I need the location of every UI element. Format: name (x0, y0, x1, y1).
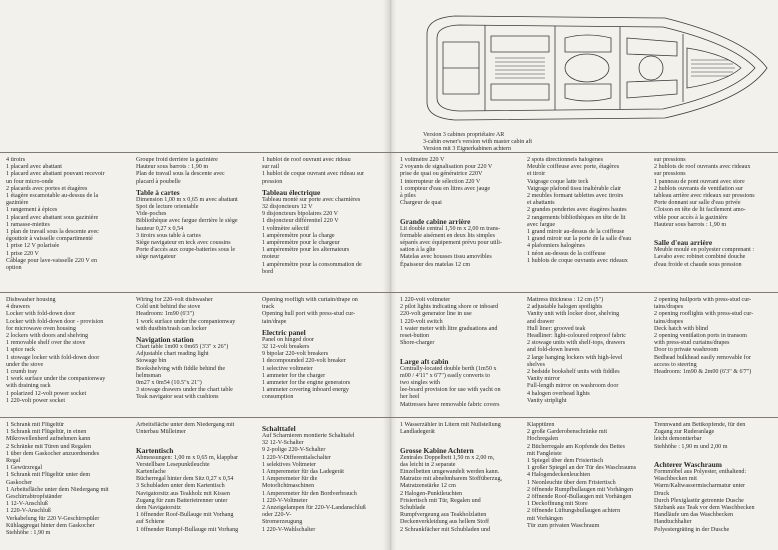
spec-line: Headliner: light-coloured rotproof fabric (527, 333, 626, 340)
spec-line: Lit double central 1,50 m x 2,00 m trans- (400, 225, 501, 232)
spec-line: Épaisseur des matelas 12 cm (400, 261, 471, 268)
spec-line: gazinière (6, 200, 29, 207)
spec-line: option (6, 265, 22, 272)
spec-line: 1 Neonleuchte über dem Frisiertisch (527, 479, 616, 486)
spec-line: Matelas avec housses tissu amovibles (400, 254, 492, 261)
caption-line-de: Version mit 3 Eignerkabinen achtern (423, 146, 511, 153)
spec-line: hauteur 0,27 x 0,54 (136, 225, 184, 232)
spec-line: 32 12-V-Schalter (262, 440, 304, 447)
spec-line: 1 Schrank mit Flügeltür unter dem (6, 472, 91, 479)
spec-line: 1 removable shelf over the stove (6, 340, 86, 347)
spec-line: Auf Scharnieren montierte Schalttafel (262, 433, 355, 439)
spec-line: Waschbecken mit (654, 476, 697, 483)
spec-line: Opening hull port with press-stud cur- (262, 311, 356, 318)
spec-line (654, 229, 778, 236)
spec-line: 2 opening rooflights with press-stud cur- (654, 311, 754, 318)
spec-column-en-6 (654, 297, 778, 376)
spec-line: 1 work surface under the companionway (136, 318, 236, 325)
spec-line: track (262, 304, 275, 311)
spec-line: Verstellbare Lesepunktleuchte (136, 461, 210, 468)
spec-line: Plan de travail sous la descente avec (136, 171, 225, 178)
center-fold (383, 0, 397, 550)
spec-line: pression (262, 178, 283, 185)
spec-column-de-6 (654, 422, 778, 534)
spec-line: Bookshelving with fiddle behind the (136, 365, 226, 372)
spec-line: sur pressions (654, 171, 686, 178)
spec-line: Deckenverkleidung aus hellem Stoff (400, 519, 490, 526)
spec-line: Unterbau Mülleimer (136, 429, 186, 436)
spec-line: auf Schiene (136, 519, 165, 526)
spec-line: Vaigrage coque latte teck (527, 178, 589, 185)
spec-line: leicht demontierbar (654, 436, 702, 443)
spec-line: 1 220-V-Wahlschalter (262, 526, 316, 533)
spec-line: Motorlichtmaschinen (262, 483, 315, 490)
spec-line: Schublade (400, 505, 426, 512)
spec-line: Regal (6, 458, 21, 465)
spec-line: 1 stowage locker with fold-down door (6, 354, 100, 361)
spec-line: 1 öffnender Roof-Bullauge mit Vorhang (136, 512, 234, 519)
section-heading: Grosse Kabine Achtern (400, 445, 474, 455)
spec-line: 2 meubles formant tablettes avec tiroirs (527, 193, 624, 200)
spec-line: Zentrales Doppelbett 1,50 m x 2,00 m, (400, 454, 495, 461)
caption-line-fr: Version 3 cabines propriétaire AR (423, 132, 505, 138)
spec-line: placard à poubelle (136, 178, 181, 185)
spec-line: Headroom: 1m90 & 2m00 (6'3" & 6'7") (654, 369, 752, 376)
spec-line: lee-board provision for use with yacht on (400, 387, 501, 394)
spec-line: 1 voltmètre 220 V (400, 157, 445, 163)
spec-line: 4 tiroirs (6, 157, 26, 163)
spec-line: Abmessungen: 1,00 m x 0,65 m, klappbar (136, 454, 239, 461)
spec-line: Siège navigateur en teck avec coussins (136, 240, 231, 247)
spec-line: 1 Amperemeter für den Bordverbrauch (262, 490, 357, 497)
spec-line: Adjustable chart reading light (136, 351, 209, 358)
spec-line: 1 ampèremètre pour la consommation de (262, 261, 362, 268)
spec-line: mit Vorhängen (527, 515, 563, 522)
spec-line: 3 tiroirs sous table à cartes (136, 232, 201, 239)
spec-line: 1 hublots de coque ouvrants avec rideaux (527, 257, 628, 264)
spec-line: siège navigateur (136, 254, 176, 261)
spec-line: mit Fangleiste (527, 450, 562, 457)
spec-line: shelves (527, 361, 545, 368)
spec-line: m00 / 4'11" x 6'7") easily converts to (400, 372, 491, 379)
spec-line: das leicht in 2 separate (400, 461, 456, 468)
spec-line: Hauteur sous barrots : 1,90 m (654, 221, 727, 228)
spec-line: 2 spots directionnels halogènes (527, 157, 603, 163)
spec-column-fr-6 (654, 157, 778, 269)
spec-line: 1 polarized 12-volt power socket (6, 390, 87, 397)
spec-line: 1 12-V-Anschluß (6, 501, 48, 508)
spec-line: 1 interrupteur de sélection 220 V (400, 178, 481, 185)
spec-line: 2 Bücherregale am Kopfende des Bettes (527, 443, 625, 450)
spec-line: 1 prise 12 V polarisée (6, 243, 60, 250)
spec-line: 2 hublots ouvrants de ventilation sur (654, 185, 743, 192)
spec-line: 2 placards avec portes et étagères (6, 185, 88, 192)
spec-line: Lavabo avec robinet combiné douche (654, 254, 746, 261)
spec-line: under the stove (6, 361, 44, 368)
spec-line: Door to private washroom (654, 347, 719, 354)
spec-line: moteur (262, 254, 280, 261)
spec-line: 1 spice rack (6, 347, 36, 354)
section-heading: Table à cartes (136, 187, 180, 197)
spec-line: Porte d'accès aux coupe-batteries sous le (136, 247, 236, 254)
spec-line: 1 compteur d'eau en litres avec jauge (400, 185, 491, 192)
spec-line: 1 Arbeitsfläche unter dem Niedergang mit (6, 486, 109, 493)
spec-line: Geschirrabtropfständer (6, 494, 63, 501)
spec-line: Vide-poches (136, 211, 167, 218)
section-heading: Large aft cabin (400, 356, 449, 366)
spec-column-de-1 (6, 422, 128, 537)
spec-column-en-2 (136, 297, 258, 402)
spec-line: 1 hublot de coque ouvrant avec rideau sur (262, 171, 365, 178)
spec-line: Chart table 1m00 x 0m65 (3'3" x 26") (136, 344, 229, 351)
spec-line: Navigatorsitz aus Teakholz mit Kissen (136, 490, 230, 497)
spec-line: 2 Anzeigelampen für 220-V-Landanschluß (262, 505, 366, 512)
spec-line (654, 451, 778, 458)
spec-line: Stromerzeugung (262, 519, 303, 526)
spec-line: Kartenfache (136, 469, 166, 476)
spec-line: et abattants (527, 200, 555, 207)
spec-line: Vanity mirror (527, 376, 561, 383)
divider-middle (0, 292, 778, 293)
spec-line: 1 220-volt voltmeter (400, 297, 451, 303)
spec-line: Sitzbank aus Teak vor dem Waschbecken (654, 505, 755, 512)
spec-line: Zugang für zum Batterietrenner unter (136, 497, 228, 504)
spec-line (400, 436, 522, 443)
spec-line: 1 néon au-dessus de la coiffeuse (527, 250, 606, 257)
spec-line: Durch Plexiglastür getrennte Dusche (654, 497, 744, 504)
spec-line: Meuble coiffeuse avec porte, étagères (527, 164, 620, 171)
spec-line: tains/drapes (654, 304, 684, 311)
spec-line: 1 Spiegel über dem Frisiertisch (527, 458, 604, 465)
spec-line: Frisiertisch mit Tür, Regalen und (400, 497, 481, 504)
spec-line: 1 placard avec abattant pouvant recevoir (6, 171, 105, 178)
spec-line: Matratze mit abnehmbarem Stoffüberzug, (400, 476, 503, 483)
spec-line: 1 decompounded 220-volt breaker (262, 358, 346, 365)
spec-line: Hochregalen (527, 436, 559, 443)
spec-line: Gaskocher (6, 479, 33, 486)
spec-line: à piles (400, 193, 416, 200)
caption-line-en: 3-cabin owner's version with master cabin aft (423, 139, 533, 146)
spec-line: 2 pilot lights indicating shore or inboard (400, 304, 499, 311)
spec-line: 2 Halogen-Punktleuchten (400, 490, 463, 497)
spec-line: tain/drape (262, 318, 287, 325)
spec-line: Handtuchhalter (654, 519, 692, 526)
spec-line: Cloison en tête de lit facilement amo- (654, 207, 746, 214)
spec-line: Teak navigator seat with cushions (136, 394, 219, 401)
spec-line: 2 Schränke mit Türen und Regalen (6, 443, 92, 450)
spec-line: 2 öffnende Rumpfbullaugen mit Vorhängen (527, 486, 633, 493)
spec-line: Dishwasher housing (6, 297, 56, 303)
spec-line: Opening roofligh with curtain/drape on (262, 297, 358, 303)
spec-line: 1 220-V-Voltmeter (262, 497, 308, 504)
deck-plan-drawing (415, 8, 770, 126)
spec-line: et tiroir (527, 171, 546, 178)
spec-line: 1 grand miroir au-dessus de la coiffeuse (527, 229, 625, 236)
spec-line: 9 2-polige 220-V-Schalter (262, 447, 326, 454)
divider-top (0, 152, 778, 153)
spec-line: with dustbin/trash can locker (136, 325, 207, 332)
spec-line: Formmöbel aus Polyester, enthaltend: (654, 469, 747, 476)
spec-line: Bücherregal hinter dem Sitz 0,27 x 0,54 (136, 476, 234, 483)
spec-line: Shore-charger (400, 340, 435, 347)
spec-line: 1 über dem Gaskocher anzuordnendes (6, 450, 100, 457)
section-heading: Tableau électrique (262, 187, 321, 197)
spec-line: her heel (400, 394, 420, 401)
spec-column-fr-1 (6, 157, 128, 272)
spec-line: 2 Schrankfächer mit Schubladen und (400, 526, 491, 533)
spec-line: tains/drapes (654, 318, 684, 325)
spec-line: Mattresses have removable fabric covers (400, 401, 500, 408)
spec-line: Vaigrage plafond tissu inaltérable clair (527, 185, 622, 192)
spec-line: 1 Deckoffnung mit Store (527, 501, 588, 508)
spec-line: 1 großer Spiegel an der Tür des Waschraums (527, 465, 637, 472)
spec-line: 9 disjoncteurs bipolaires 220 V (262, 211, 339, 218)
spec-line: Matratzenstärke 12 cm (400, 483, 456, 490)
section-heading: Electric panel (262, 327, 306, 337)
spec-line: Câblage pour lave-vaisselle 220 V en (6, 257, 97, 264)
spec-line: helmsman (136, 372, 162, 379)
spec-line: oder 220-V- (262, 512, 292, 519)
spec-line: 1 220-volt power socket (6, 397, 66, 404)
spec-line: sur rail (262, 164, 280, 171)
spec-line: 1 Gewürzregal (6, 465, 43, 472)
spec-line: Centrally-located double berth (1m50 x (400, 365, 497, 372)
spec-line: 3 stowage drawers under the chart table (136, 387, 233, 394)
section-heading: Salle d'eau arrière (654, 238, 713, 248)
spec-column-en-3 (262, 297, 384, 402)
spec-line: 1 Amperemeter für die (262, 476, 318, 483)
spec-line: Vanity striplight (527, 397, 567, 404)
spec-line: with draining rack (6, 383, 51, 390)
spec-line: égouttoir à vaisselle compartimenté (6, 236, 93, 243)
spec-line: Mikrowellenherd aufnehmen kann (6, 436, 91, 443)
spec-line: 32 12-volt breakers (262, 344, 310, 351)
spec-line: 2 adjustable halogen spotlights (527, 304, 603, 311)
spec-line: Headroom: 1m90 (6'3") (136, 311, 195, 318)
spec-line: 1 rangement à épices (6, 207, 58, 214)
spec-line: and fold-down leaves (527, 347, 580, 354)
spec-line: 2 öffnende Lüftungsbullaugen achtern (527, 508, 621, 515)
spec-line: sur pressions (654, 157, 686, 163)
spec-line: and drawer (527, 318, 555, 325)
spec-line: Locker with fold-down door (6, 311, 76, 318)
spec-line: 2 lockers with doors and shelving (6, 333, 89, 340)
spec-column-en-5 (527, 297, 649, 405)
spec-line: with press-stud curtains/drapes (654, 340, 730, 347)
spec-line: 1 ramasse-miettes (6, 221, 50, 228)
spec-line: Einzelbetten umgewandelt werden kann. (400, 469, 500, 476)
spec-line: Rumpfvergeung aus Teakholzlatten (400, 512, 487, 519)
spec-line: Dimension 1,00 m x 0,65 m avec abattant (136, 196, 238, 203)
spec-line: 1 étagère escamotable au-dessus de la (6, 193, 99, 200)
spec-line: Meuble moulé en polyester comprenant : (654, 247, 755, 254)
spec-line: 2 voyants de signalisation pour 220 V (400, 164, 493, 171)
spec-line: 2 große Garderobenschränke mit (527, 429, 608, 436)
spec-line: 1 Amperemeter für das Ladegerät (262, 469, 344, 476)
spec-line: 32 disjoncteurs 12 V (262, 204, 313, 211)
spec-column-fr-2 (136, 157, 258, 262)
spec-line: 4 Halogendeckenleuchten (527, 472, 591, 479)
spec-line (136, 436, 258, 443)
spec-line: d'eau froide et chaude sous pression (654, 261, 742, 268)
spec-line: Hauteur sous barrots : 1,90 m (136, 164, 209, 171)
section-heading: Grande cabine arrière (400, 216, 471, 226)
spec-line: 0m27 x 0m54 (10.5"x 21") (136, 380, 202, 387)
spec-line: 9 bipolar 220-volt breakers (262, 351, 329, 358)
spec-line: 2 stowage units with shelf-tops, drawers (527, 340, 626, 347)
spec-line: 1 crumb tray (6, 369, 38, 376)
spec-line: Vanity unit with locker door, shelving (527, 311, 620, 318)
spec-line: 1 plan de travail sous la descente avec (6, 229, 99, 236)
spec-line: Trennwand am Bettkopfende, für den (654, 422, 746, 428)
spec-line (400, 207, 522, 214)
spec-line: Locker with fold-down door - provision (6, 318, 104, 325)
spec-column-fr-4 (400, 157, 522, 269)
spec-column-en-1 (6, 297, 128, 405)
spec-column-fr-5 (527, 157, 649, 265)
spec-line: Warm/Kaltwassermischarmatur unter (654, 483, 746, 490)
spec-line: tableau arrière avec rideaux sur pressions (654, 193, 755, 200)
spec-line: Tableau monté sur porte avec charnières (262, 196, 361, 203)
spec-column-de-2 (136, 422, 258, 534)
spec-line: formable aisément en deux lits simples (400, 232, 495, 239)
spec-line: 1 selective voltmeter (262, 365, 313, 372)
spec-line: 1 Schrank mit Flügeltür, in einen (6, 429, 87, 436)
spec-line: 220-volt generator line in use (400, 311, 472, 318)
spec-line: 4 plafonniers halogènes (527, 243, 585, 250)
spec-line: reset-button (400, 333, 430, 340)
spec-line: Full-length mirror on washroom door (527, 383, 619, 390)
spec-line: 1 Schrank mit Flügeltür (6, 422, 65, 428)
spec-line: sation à la gîte (400, 247, 436, 254)
spec-line: 1 water meter with litre graduations and (400, 325, 498, 332)
spec-line: Mattress thickness : 12 cm (5") (527, 297, 604, 303)
spec-line: 2 bedside bookshelf units with fiddles (527, 369, 620, 376)
spec-line: Kühlaggregat hinter dem Gaskocher (6, 522, 95, 529)
spec-line: 2 öffnende Roof-Bullaugen mit Vorhängen (527, 494, 632, 501)
spec-line: Stowage bin (136, 358, 167, 365)
spec-line: for microwave oven housing (6, 325, 76, 332)
spec-line: Hull liner: grooved teak (527, 325, 586, 332)
spec-line: access to steering (654, 361, 697, 368)
spec-line: 1 selektives Voltmeter (262, 461, 316, 468)
spec-line: 2 hublots de roof ouvrants avec rideaux (654, 164, 751, 171)
spec-line: 1 ampèremètre pour la charge (262, 232, 335, 239)
spec-line: Stehhöhe : 1,90 m und 2,00 m (654, 443, 728, 450)
spec-line: 2 rangements bibliothèques en tête de lit (527, 214, 626, 221)
spec-line: Groupe froid derrière la gazinière (136, 157, 218, 163)
spec-line: 1 ammeter covering inboard energy (262, 387, 349, 394)
spec-line: Verkabelung für 220 V-Geschirrspüler (6, 515, 100, 522)
spec-line: Wiring for 220-volt dishwasher (136, 297, 213, 303)
spec-line: dem Navigatorsitz (136, 505, 181, 512)
spec-line: 2 large hanging lockers with high-level (527, 354, 623, 361)
section-heading: Schalttafel (262, 424, 296, 433)
spec-line: Porte donnant sur salle d'eau privée (654, 200, 741, 207)
spec-line: 1 220-V-Anschluß (6, 508, 51, 515)
spec-line: Polyestergräting in der Dusche (654, 526, 730, 533)
spec-line: Stehhöhe : 1,90 m (6, 530, 51, 537)
spec-line: 2 opening ventilation ports in transom (654, 333, 747, 340)
spec-line (400, 347, 522, 354)
spec-line: 1 voltmètre sélectif (262, 225, 310, 232)
spec-line: 1 placard avec abattant sous gazinière (6, 214, 99, 221)
spec-line: 1 work surface under the companionway (6, 376, 106, 383)
spec-line: vible pour accès à la gazinière (654, 214, 728, 221)
spec-line: Klapptüren (527, 422, 555, 428)
spec-line: Bedhead bulkhead easily removable for (654, 354, 751, 361)
spec-line: 1 220-volt switch (400, 318, 443, 325)
spec-line: Cold unit behind the stove (136, 304, 201, 311)
spec-line: 2 grandes penderies avec étagères hautes (527, 207, 627, 214)
spec-line: séparés avec équipement prévu pour utili- (400, 240, 503, 247)
spec-line: 1 panneau de pont ouvrant avec store (654, 178, 745, 185)
spec-column-de-4 (400, 422, 522, 534)
spec-line: Panel on hinged door (262, 336, 314, 343)
spec-column-de-5 (527, 422, 649, 530)
spec-line: two singles with (400, 380, 440, 387)
spec-column-de-3 (262, 422, 384, 534)
spec-line: 1 220-V-Differentialschalter (262, 454, 331, 461)
spec-line: 1 ampèremètre pour les alternateurs (262, 247, 350, 254)
section-heading: Navigation station (136, 335, 194, 345)
spec-line: Chargeur de quai (400, 200, 442, 207)
spec-line: 2 opening hullports with press-stud cur- (654, 297, 752, 303)
spec-line: Bibliothèque avec fargue derrière le siège (136, 218, 238, 225)
spec-line: 1 placard avec abattant (6, 164, 62, 171)
spec-line: prise de quai ou génératrice 220V (400, 171, 483, 178)
plan-caption (423, 132, 532, 154)
divider-lower (0, 417, 778, 418)
spec-line: Zugang zur Ruderanlage (654, 429, 715, 436)
section-heading: Achterer Waschraum (654, 460, 722, 470)
spec-line: 1 ammeter for the charger (262, 372, 326, 379)
spec-column-en-4 (400, 297, 522, 409)
spec-line: 1 ampèremètre pour le chargeur (262, 240, 340, 247)
spec-line: 1 ammeter for the engine generators (262, 380, 351, 387)
spec-line: 1 disjoncteur différentiel 220 V (262, 218, 339, 225)
spec-line: Tür zum privaten Waschraum (527, 522, 600, 529)
spec-line: Handläufe um das Waschbecken (654, 512, 734, 519)
spec-line: 1 grand miroir sur la porte de la salle d'eau (527, 236, 632, 243)
spec-column-fr-3 (262, 157, 384, 276)
spec-line: 4 drawers (6, 304, 30, 311)
spec-line: Druck (654, 490, 670, 497)
spec-line: 1 prise 220 V (6, 250, 39, 257)
spec-line: 4 halogen overhead lights (527, 390, 590, 397)
spec-line: un four micro-onde (6, 178, 54, 185)
spec-line: Landladegerät (400, 429, 435, 436)
spec-line: 1 öffnender Rumpf-Bullauge mit Vorhang (136, 526, 239, 533)
spec-line: 3 Schubladen unter dem Kartentisch (136, 483, 225, 490)
section-heading: Kartentisch (136, 445, 174, 455)
spec-line: consumption (262, 394, 294, 401)
spec-line: bord (262, 268, 274, 275)
spec-line: 1 Wasserzähler in Litern mit Nullstellung (400, 422, 501, 428)
spec-line: Arbeitsfläche unter dem Niedergang mit (136, 422, 235, 428)
spec-line: 1 hublot de roof ouvrant avec rideau (262, 157, 351, 163)
spec-line: Spot de lecture orientable (136, 204, 199, 211)
spec-line: Deck hatch with blind (654, 325, 708, 332)
spec-line: avec fargue (527, 221, 556, 228)
